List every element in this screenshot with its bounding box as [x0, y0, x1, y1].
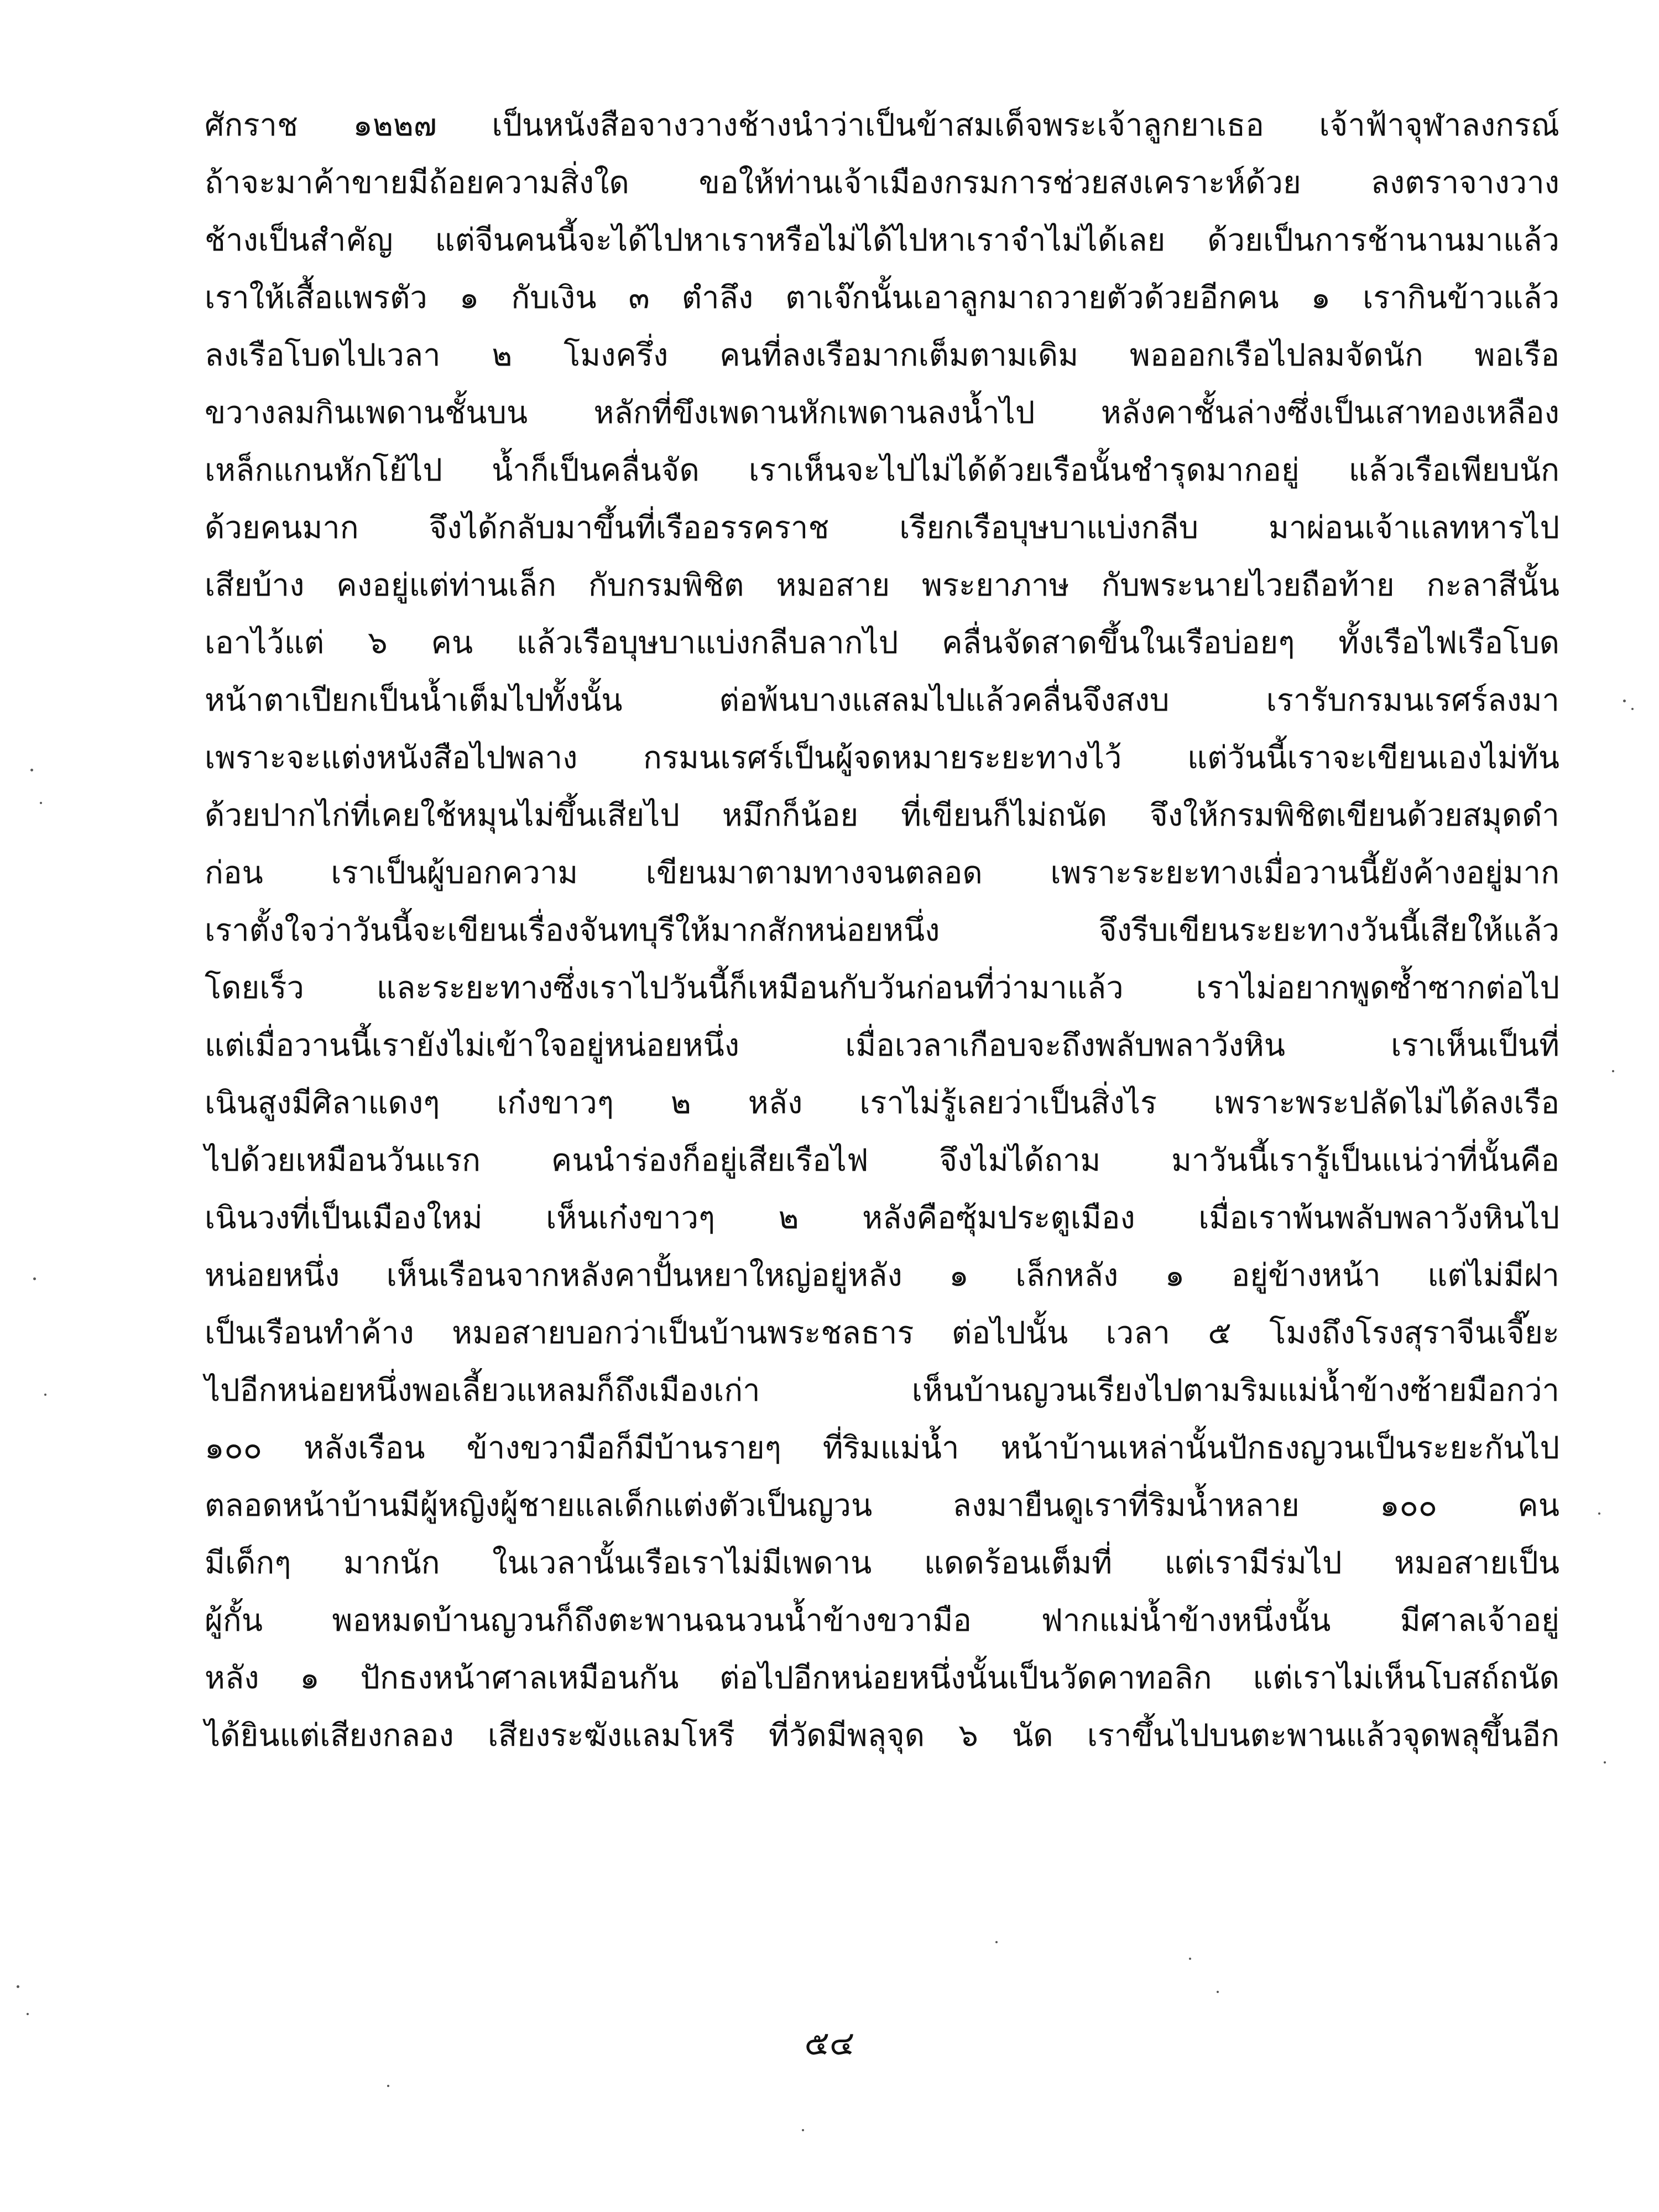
- text-line: ช้างเป็นสำคัญ แต่จีนคนนี้จะได้ไปหาเราหรือไม่ได้ไปหาเราจำไม่ได้เลย ด้วยเป็นการช้านานมาแล้ว: [205, 222, 1559, 258]
- text-line: เป็นเรือนทำค้าง หมอสายบอกว่าเป็นบ้านพระชลธาร ต่อไปนั้น เวลา ๕ โมงถึงโรงสุราจีนเจี๊ยะ: [205, 1315, 1559, 1351]
- scan-speck: [33, 1277, 36, 1280]
- text-line: ก่อน เราเป็นผู้บอกความ เขียนมาตามทางจนตลอด เพราะระยะทางเมื่อวานนี้ยังค้างอยู่มาก: [205, 855, 1559, 891]
- scan-speck: [1189, 1958, 1191, 1960]
- text-line: ตลอดหน้าบ้านมีผู้หญิงผู้ชายแลเด็กแต่งตัวเป็นญวน ลงมายืนดูเราที่ริมน้ำหลาย ๑๐๐ คน: [205, 1488, 1559, 1524]
- text-line: เราตั้งใจว่าวันนี้จะเขียนเรื่องจันทบุรีให้มากสักหน่อยหนึ่ง จึงรีบเขียนระยะทางวันนี้เสียให้แล้ว: [205, 912, 1559, 948]
- text-line: เอาไว้แต่ ๖ คน แล้วเรือบุษบาแบ่งกลีบลากไป คลื่นจัดสาดขึ้นในเรือบ่อยๆ ทั้งเรือไฟเรือโบด: [205, 625, 1559, 661]
- text-line: เนินวงที่เป็นเมืองใหม่ เห็นเก๋งขาวๆ ๒ หลังคือซุ้มประตูเมือง เมื่อเราพ้นพลับพลาวังหินไป: [205, 1200, 1559, 1236]
- text-line: ได้ยินแต่เสียงกลอง เสียงระฆังแลมโหรี ที่วัดมีพลุจุด ๖ นัด เราขึ้นไปบนตะพานแล้วจุดพลุขึ้นอีก: [205, 1718, 1559, 1754]
- text-line: เนินสูงมีศิลาแดงๆ เก๋งขาวๆ ๒ หลัง เราไม่รู้เลยว่าเป็นสิ่งไร เพราะพระปลัดไม่ได้ลงเรือ: [205, 1085, 1559, 1121]
- scan-speck: [1631, 708, 1634, 710]
- text-line: ศักราช ๑๒๒๗ เป็นหนังสือจางวางช้างนำว่าเป็นข้าสมเด็จพระเจ้าลูกยาเธอ เจ้าฟ้าจุฬาลงกรณ์: [205, 107, 1559, 143]
- page-number: ๕๔: [804, 2024, 855, 2063]
- text-line: มีเด็กๆ มากนัก ในเวลานั้นเรือเราไม่มีเพดาน แดดร้อนเต็มที่ แต่เรามีร่มไป หมอสายเป็น: [205, 1545, 1559, 1581]
- scan-speck: [44, 1394, 46, 1396]
- scan-speck: [40, 802, 42, 804]
- body-text: [205, 97, 1559, 1765]
- scan-speck: [1623, 700, 1626, 702]
- text-line: แต่เมื่อวานนี้เรายังไม่เข้าใจอยู่หน่อยหนึ่ง เมื่อเวลาเกือบจะถึงพลับพลาวังหิน เราเห็นเป็นที่: [205, 1027, 1559, 1063]
- scan-speck: [1604, 1761, 1606, 1764]
- text-line: ผู้กั้น พอหมดบ้านญวนก็ถึงตะพานฉนวนน้ำข้างขวามือ ฟากแม่น้ำข้างหนึ่งนั้น มีศาลเจ้าอยู่: [205, 1603, 1559, 1639]
- scan-speck: [995, 1941, 998, 1943]
- text-line: โดยเร็ว และระยะทางซึ่งเราไปวันนี้ก็เหมือนกับวันก่อนที่ว่ามาแล้ว เราไม่อยากพูดซ้ำซากต่อไป: [205, 970, 1559, 1006]
- text-line: ไปอีกหน่อยหนึ่งพอเลี้ยวแหลมก็ถึงเมืองเก่า เห็นบ้านญวนเรียงไปตามริมแม่น้ำข้างซ้ายมือกว่า: [205, 1373, 1559, 1408]
- text-line: ถ้าจะมาค้าขายมีถ้อยความสิ่งใด ขอให้ท่านเจ้าเมืองกรมการช่วยสงเคราะห์ด้วย ลงตราจางวาง: [205, 165, 1559, 201]
- scan-speck: [1598, 1512, 1600, 1515]
- text-line: ด้วยปากไก่ที่เคยใช้หมุนไม่ขึ้นเสียไป หมึกก็น้อย ที่เขียนก็ไม่ถนัด จึงให้กรมพิชิตเขียนด้วยสมุดดำ: [205, 797, 1559, 833]
- scan-speck: [30, 769, 33, 771]
- scan-speck: [27, 2013, 29, 2015]
- text-line: เพราะจะแต่งหนังสือไปพลาง กรมนเรศร์เป็นผู้จดหมายระยะทางไว้ แต่วันนี้เราจะเขียนเองไม่ทัน: [205, 740, 1559, 776]
- text-line: เหล็กแกนหักโย้ไป น้ำก็เป็นคลื่นจัด เราเห็นจะไปไม่ได้ด้วยเรือนั้นชำรุดมากอยู่ แล้วเรือเพียบนัก: [205, 452, 1559, 488]
- text-line: ไปด้วยเหมือนวันแรก คนนำร่องก็อยู่เสียเรือไฟ จึงไม่ได้ถาม มาวันนี้เรารู้เป็นแน่ว่าที่นั้นคือ: [205, 1142, 1559, 1178]
- text-line: หน้าตาเปียกเป็นน้ำเต็มไปทั้งนั้น ต่อพ้นบางแสลมไปแล้วคลื่นจึงสงบ เรารับกรมนเรศร์ลงมา: [205, 682, 1559, 718]
- text-line: ๑๐๐ หลังเรือน ข้างขวามือก็มีบ้านรายๆ ที่ริมแม่น้ำ หน้าบ้านเหล่านั้นปักธงญวนเป็นระยะกันไป: [205, 1430, 1559, 1466]
- text-line: หน่อยหนึ่ง เห็นเรือนจากหลังคาปั้นหยาใหญ่อยู่หลัง ๑ เล็กหลัง ๑ อยู่ข้างหน้า แต่ไม่มีฝา: [205, 1258, 1559, 1293]
- text-line: หลัง ๑ ปักธงหน้าศาลเหมือนกัน ต่อไปอีกหน่อยหนึ่งนั้นเป็นวัดคาทอลิก แต่เราไม่เห็นโบสถ์ถนัด: [205, 1660, 1559, 1696]
- scan-speck: [802, 2129, 804, 2131]
- text-line: เราให้เสื้อแพรตัว ๑ กับเงิน ๓ ตำลึง ตาเจ๊กนั้นเอาลูกมาถวายตัวด้วยอีกคน ๑ เรากินข้าวแล้ว: [205, 280, 1559, 316]
- scan-speck: [387, 2085, 389, 2087]
- text-line: เสียบ้าง คงอยู่แต่ท่านเล็ก กับกรมพิชิต หมอสาย พระยาภาษ กับพระนายไวยถือท้าย กะลาสีนั้น: [205, 567, 1559, 603]
- text-line: ด้วยคนมาก จึงได้กลับมาขึ้นที่เรืออรรคราช เรียกเรือบุษบาแบ่งกลีบ มาผ่อนเจ้าแลทหารไป: [205, 510, 1559, 546]
- scan-speck: [1217, 1991, 1219, 1993]
- text-line: ขวางลมกินเพดานชั้นบน หลักที่ขึงเพดานหักเพดานลงน้ำไป หลังคาชั้นล่างซึ่งเป็นเสาทองเหลือง: [205, 395, 1559, 431]
- scan-speck: [17, 1985, 19, 1988]
- scan-speck: [1612, 1070, 1614, 1072]
- text-line: ลงเรือโบดไปเวลา ๒ โมงครึ่ง คนที่ลงเรือมากเต็มตามเดิม พอออกเรือไปลมจัดนัก พอเรือ: [205, 337, 1559, 373]
